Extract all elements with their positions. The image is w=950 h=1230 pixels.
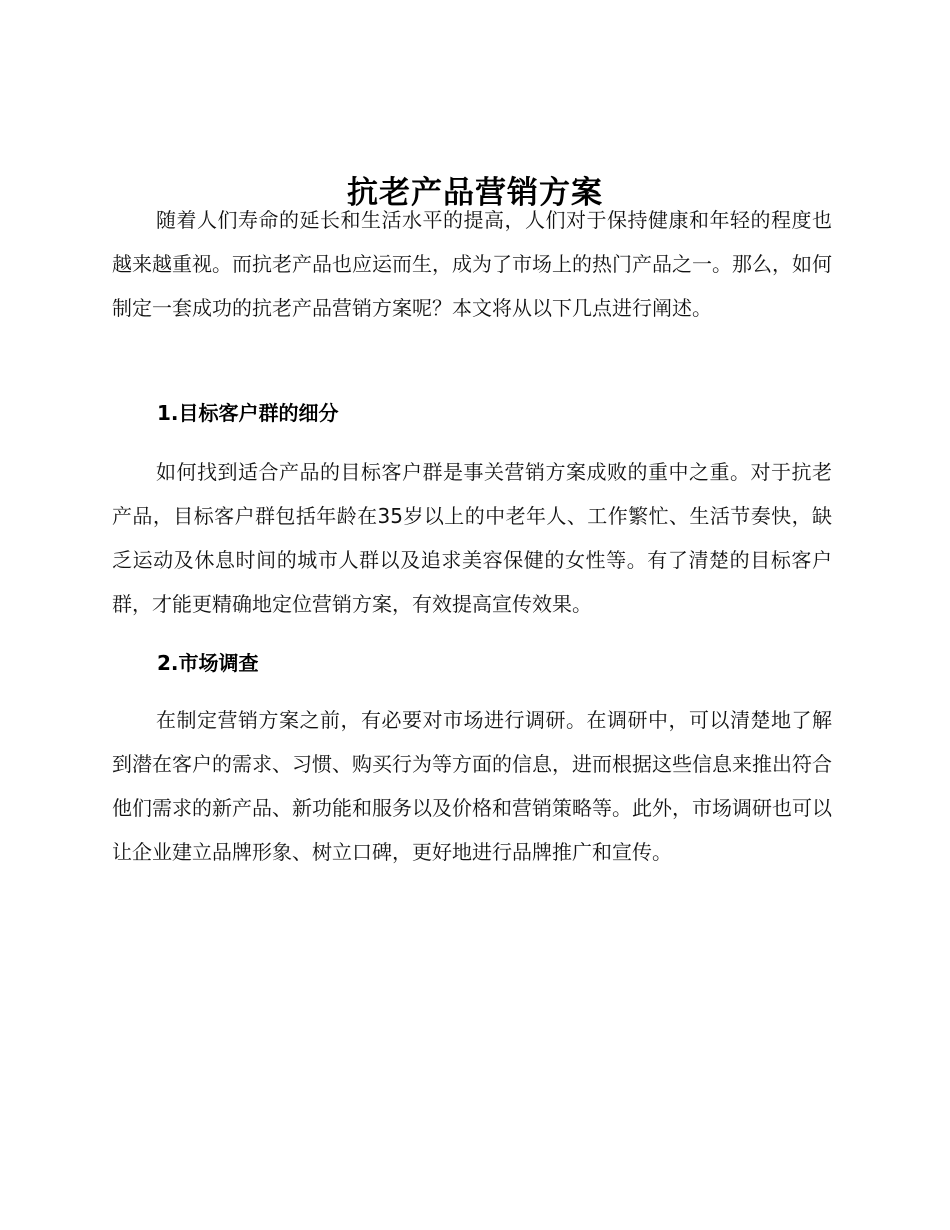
intro-paragraph: 随着人们寿命的延长和生活水平的提高，人们对于保持健康和年轻的程度也越来越重视。而抗老产品也应运而生，成为了市场上的热门产品之一。那么，如何制定一套成功的抗老产品营销方案呢？本文将从以下几点进行阐述。	[112, 208, 832, 320]
section-heading-market-research: 2.市场调查	[157, 651, 259, 675]
section-body-market-research: 在制定营销方案之前，有必要对市场进行调研。在调研中，可以清楚地了解到潜在客户的需求、习惯、购买行为等方面的信息，进而根据这些信息来推出符合他们需求的新产品、新功能和服务以及价格和营销策略等。此外，市场调研也可以让企业建立品牌形象、树立口碑，更好地进行品牌推广和宣传。	[112, 708, 832, 864]
document-title: 抗老产品营销方案	[347, 174, 603, 211]
section-body-target-customers: 如何找到适合产品的目标客户群是事关营销方案成败的重中之重。对于抗老产品，目标客户群包括年龄在35岁以上的中老年人、工作繁忙、生活节奏快，缺乏运动及休息时间的城市人群以及追求美容保健的女性等。有了清楚的目标客户群，才能更精确地定位营销方案，有效提高宣传效果。	[112, 460, 832, 616]
section-heading-target-customers: 1.目标客户群的细分	[157, 401, 339, 425]
